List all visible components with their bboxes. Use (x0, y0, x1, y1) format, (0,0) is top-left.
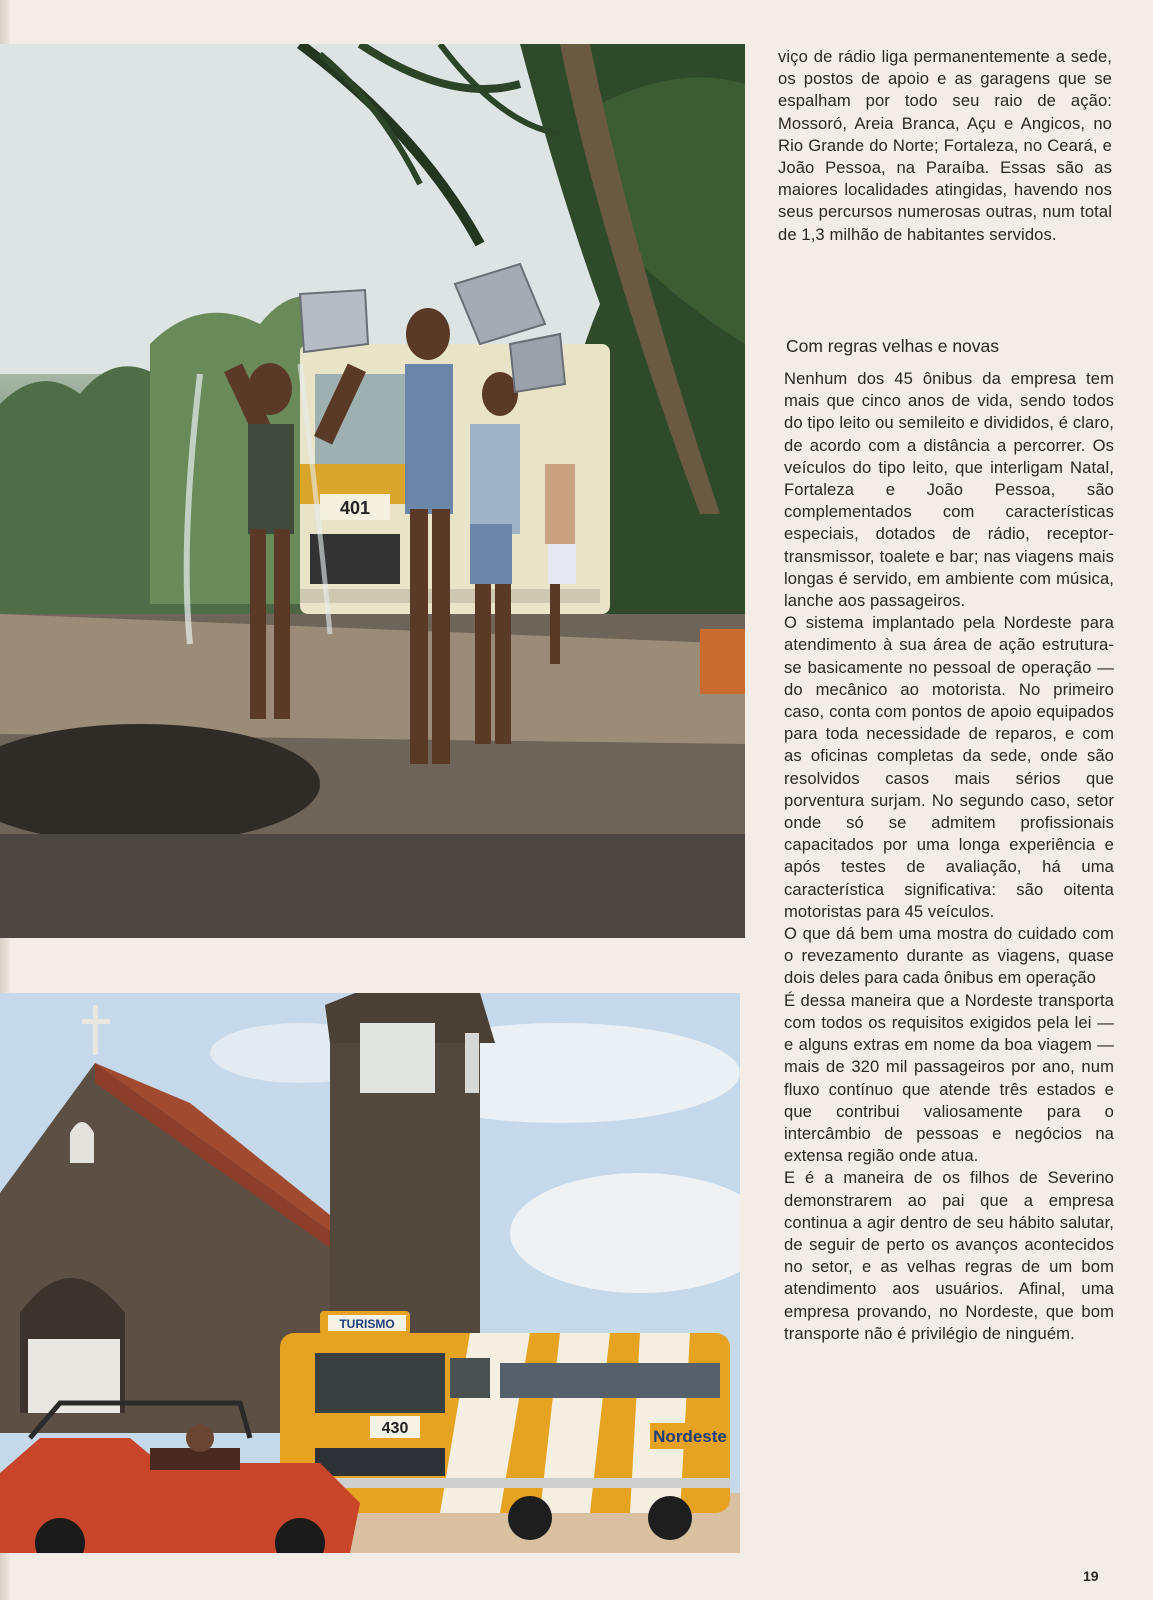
article-paragraph: O que dá bem uma mostra do cuidado com o revezamento durante as viagens, quase dois deles para cada ônibus em operação (784, 924, 1114, 988)
intro-paragraph: viço de rádio liga permanentemente a sede, os postos de apoio e as garagens que se espalham por todo seu raio de ação: Mossoró, Areia Branca, Açu e Angicos, no Rio Grande do Norte; Fortaleza, no Ceará, e João Pessoa, na Paraíba. Essas são as maiores localidades atingidas, havendo nos seus percursos numerosas outras, num total de 1,3 milhão de habitantes servidos. (778, 47, 1112, 244)
section-subheading: Com regras velhas e novas (786, 336, 1000, 356)
page-number: 19 (1083, 1568, 1099, 1584)
bottom-bus-number: 430 (381, 1420, 409, 1437)
article-body (784, 368, 1114, 1345)
article-paragraph: É dessa maneira que a Nordeste transporta com todos os requisitos exigidos pela lei — e alguns extras em nome da boa viagem — mais de 320 mil passageiros por ano, num fluxo contínuo que atende três estados e que contribui valiosamente para o intercâmbio de pessoas e negócios na extensa região onde atua. (784, 990, 1114, 1166)
church-cross (93, 1005, 98, 1055)
article-paragraph: O sistema implantado pela Nordeste para atendimento à sua área de ação estrutura-se basicamente no pessoal de operação — do mecânico ao motorista. No primeiro caso, conta com pontos de apoio equipados para toda necessidade de reparos, e com as oficinas completas da sede, onde são resolvidos casos mais sérios que porventura surjam. No segundo caso, setor onde só se admitem profissionais capacitados por uma longa experiência e após testes de avaliação, há uma característica significativa: são oitenta motoristas para 45 veículos. (784, 613, 1114, 921)
bus-brand: Nordeste (653, 1427, 727, 1446)
bus-sign: TURISMO (339, 1317, 395, 1331)
photo-church-bus (0, 993, 740, 1553)
intro-paragraph-block (778, 46, 1112, 246)
article-paragraph: Nenhum dos 45 ônibus da empresa tem mais que cinco anos de vida, sendo todos do tipo leito ou semileito e divididos, é claro, de acordo com a distância a percorrer. Os veículos do tipo leito, que interligam Natal, Fortaleza e João Pessoa, são complementados com características especiais, dotados de rádio, receptor-transmissor, toalete e bar; nas viagens mais longas é servido, em ambiente com música, lanche aos passageiros. (784, 369, 1114, 611)
article-paragraph: E é a maneira de os filhos de Severino demonstrarem ao pai que a empresa continua a agir dentro de seu hábito salutar, de seguir de perto os avanços acontecidos no setor, e as velhas regras de um bom atendimento aos usuários. Afinal, uma empresa provando, no Nordeste, que bom transporte não é privilégio de ninguém. (784, 1168, 1114, 1343)
photo-beach-shower (0, 44, 745, 938)
top-bus-number: 401 (339, 498, 371, 518)
